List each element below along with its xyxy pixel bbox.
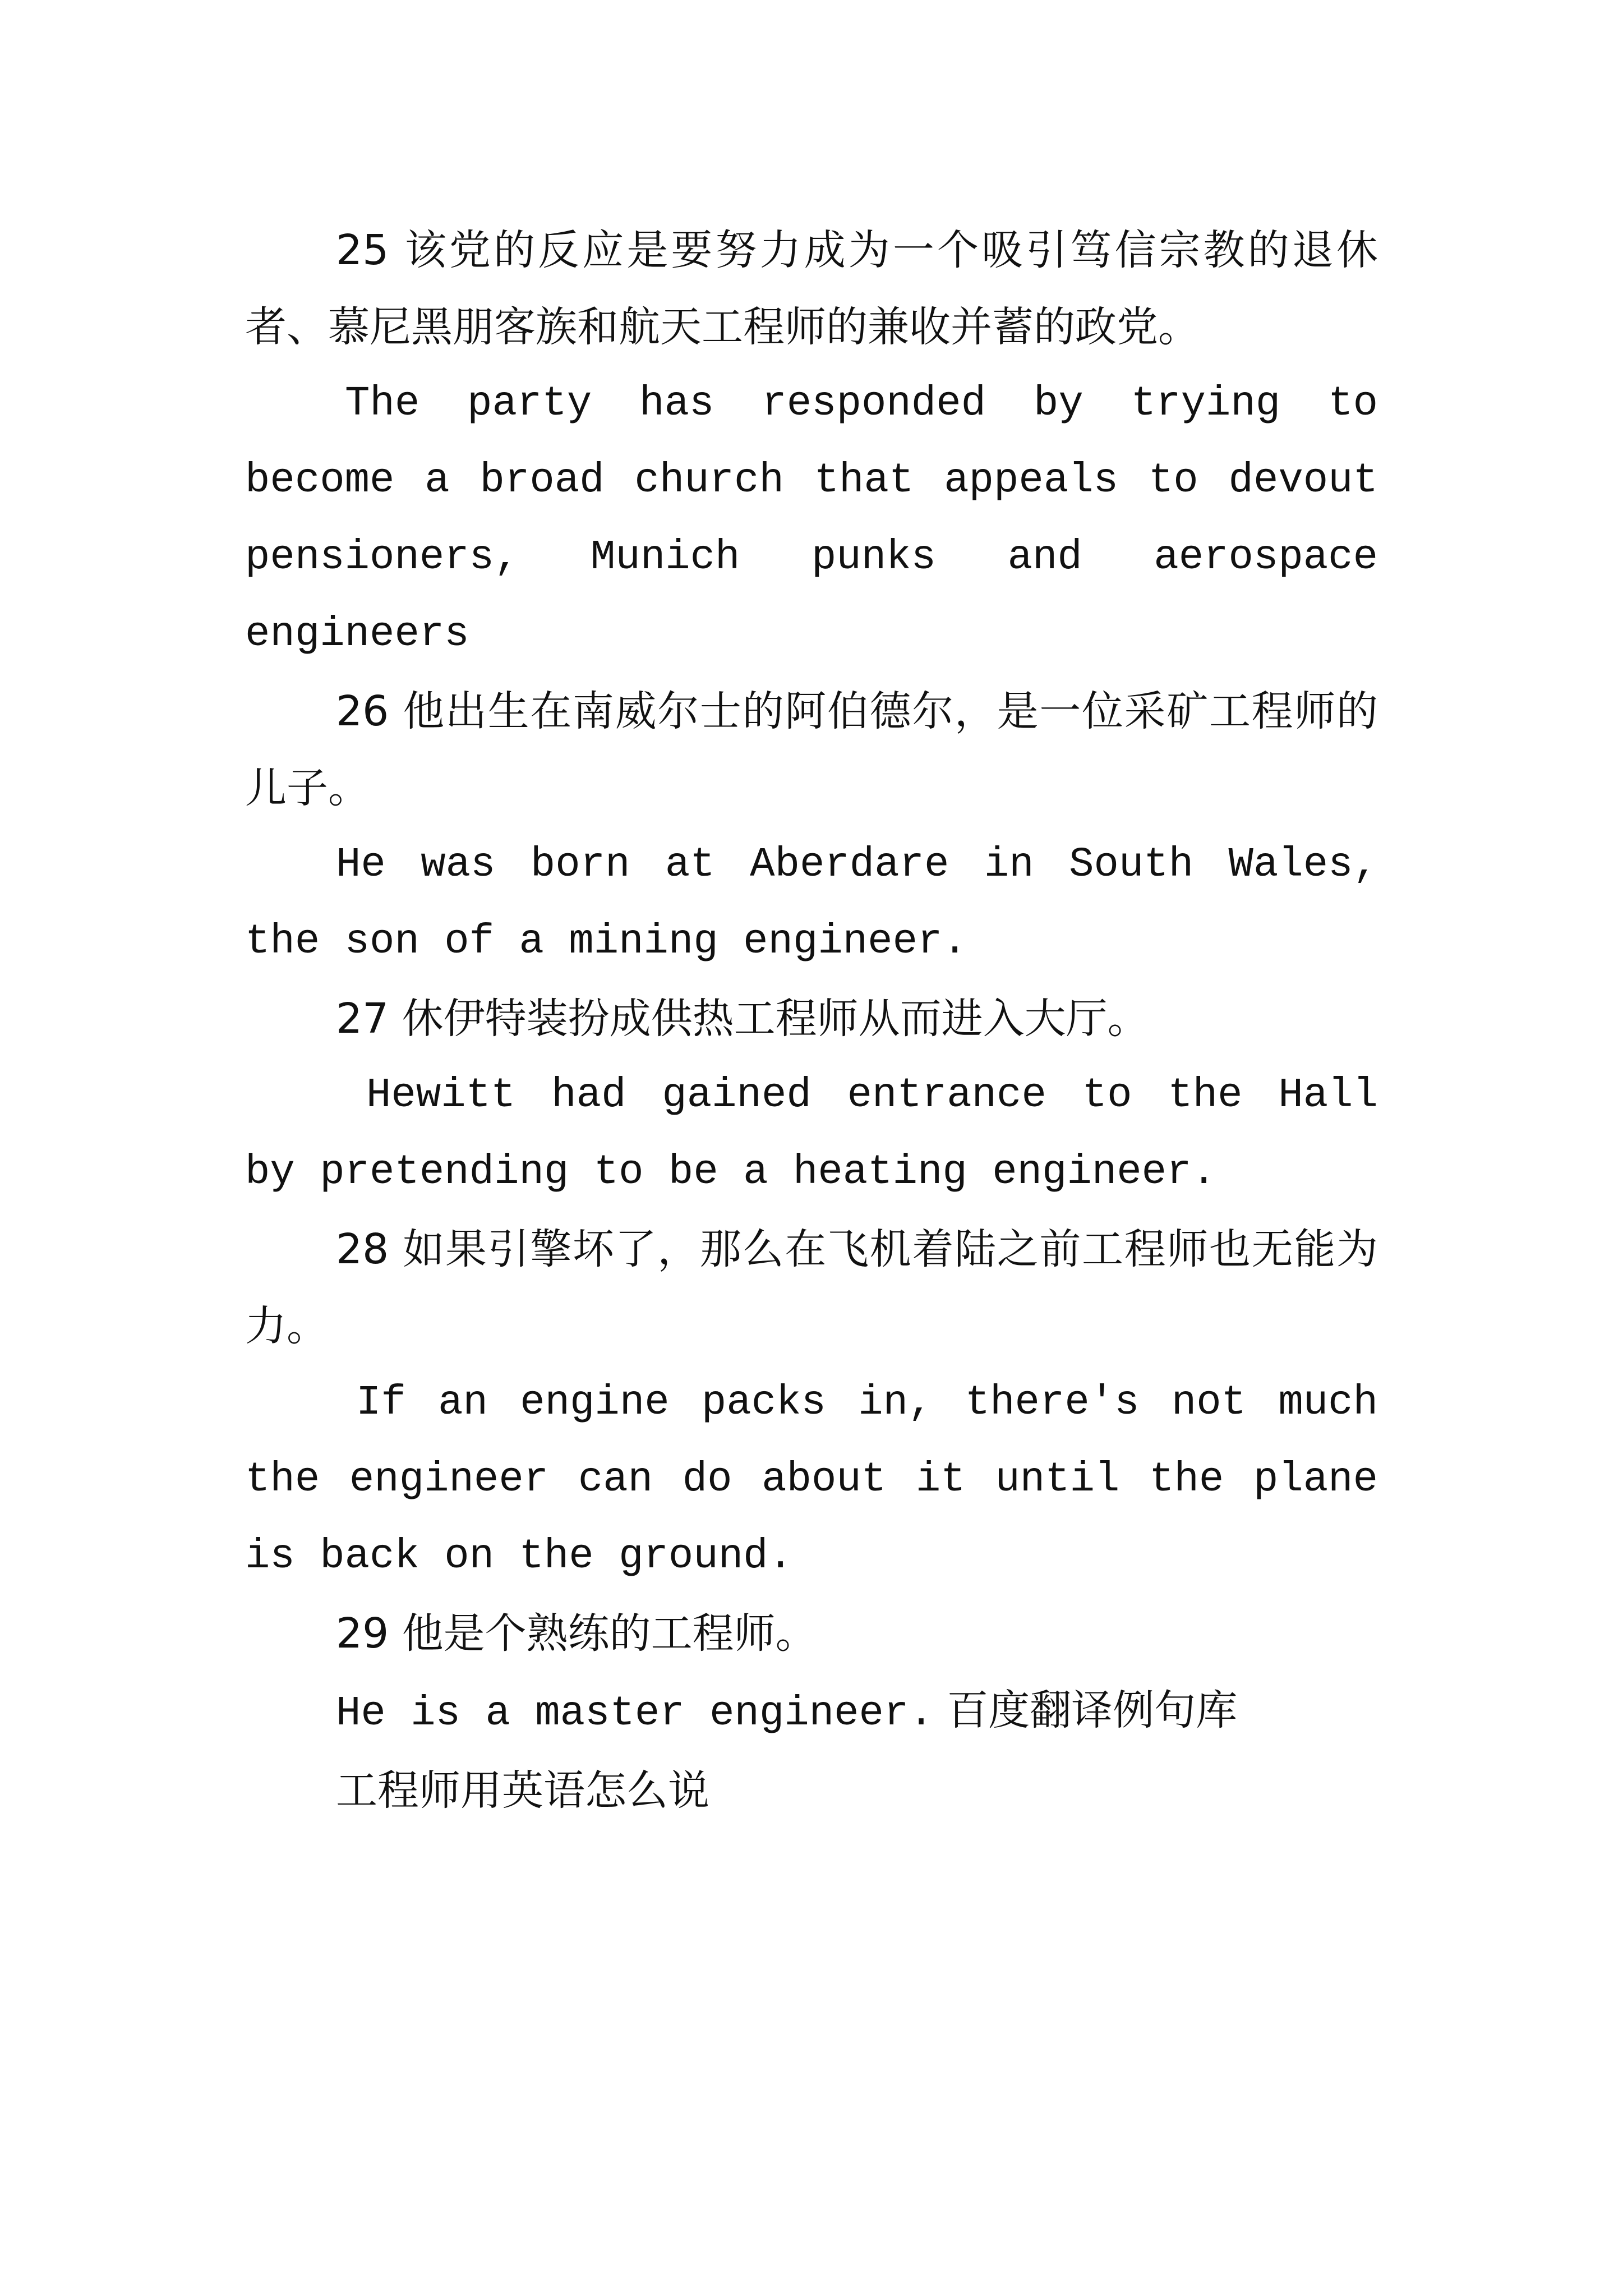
document-body <box>245 212 1378 1829</box>
example-26-chinese: 26 他出生在南威尔士的阿伯德尔，是一位采矿工程师的儿子。 <box>245 687 1378 812</box>
example-29-english-line <box>245 1672 1378 1752</box>
example-source-label: 百度翻译例句库 <box>947 1686 1238 1734</box>
example-29-chinese: 29 他是个熟练的工程师。 <box>336 1609 817 1658</box>
closing-title: 工程师用英语怎么说 <box>336 1766 709 1815</box>
example-28-chinese: 28 如果引擎坏了，那么在飞机着陆之前工程师也无能为力。 <box>245 1225 1378 1350</box>
example-25-english: The party has responded by trying to become a broad church that appeals to devout pensioners, Munich punks and aerospace engineers <box>245 380 1378 658</box>
example-25-chinese: 25 该党的反应是要努力成为一个吸引笃信宗教的退休者、慕尼黑朋客族和航天工程师的兼收并蓄的政党。 <box>245 226 1378 351</box>
example-27-chinese: 27 休伊特装扮成供热工程师从而进入大厅。 <box>336 995 1149 1043</box>
example-29-english: He is a master engineer. <box>336 1690 934 1737</box>
example-27-english: Hewitt had gained entrance to the Hall by pretending to be a heating engineer. <box>245 1072 1378 1196</box>
example-26-english: He was born at Aberdare in South Wales, the son of a mining engineer. <box>245 841 1378 965</box>
example-28-english: If an engine packs in, there's not much the engineer can do about it until the plane is back on the ground. <box>245 1379 1378 1580</box>
